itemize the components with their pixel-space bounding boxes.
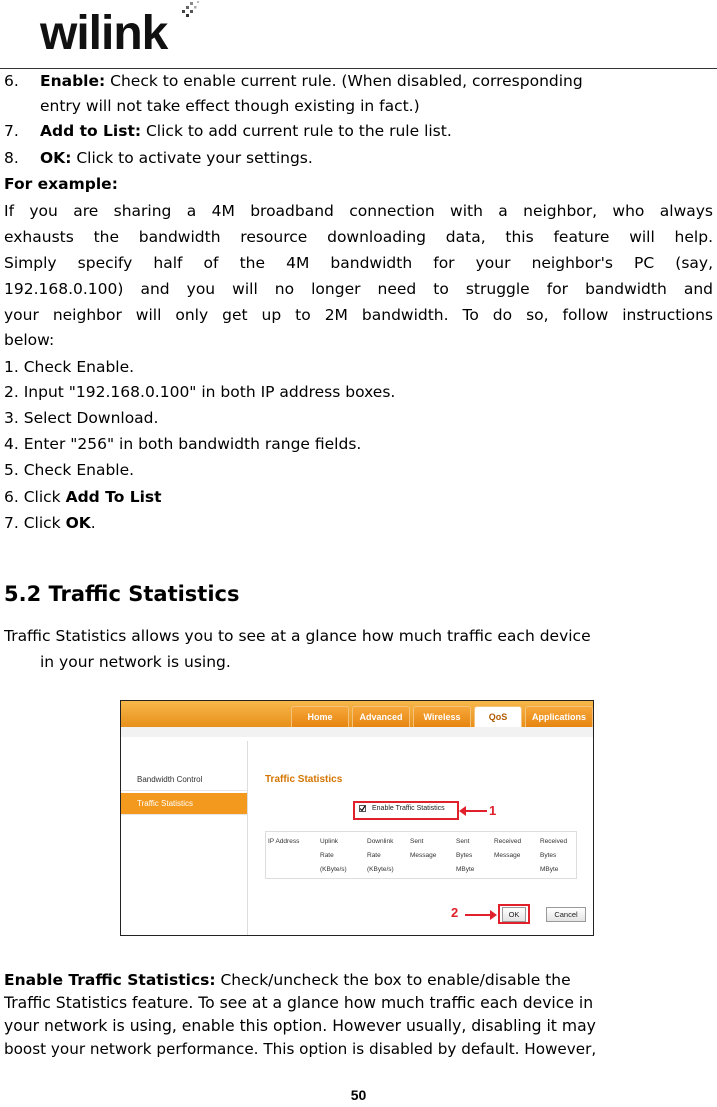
section-intro-continued: in your network is using. [40,653,231,671]
panel-title: Traffic Statistics [265,774,343,785]
tab-advanced[interactable]: Advanced [352,706,410,727]
column-header: Uplink Rate (KByte/s) [320,838,347,873]
router-nav-bar [121,701,593,727]
column-header: Downlink Rate (KByte/s) [367,838,394,873]
example-paragraph-line: your neighbor will only get up to 2M bandwidth. To do so, follow instructions [4,306,713,324]
instruction-item: 5. Check Enable. [4,461,135,479]
example-paragraph-line: If you are sharing a 4M broadband connection with a neighbor, who always [4,202,713,220]
description-line: your network is using, enable this option. However usually, disabling it may [4,1017,596,1035]
logo-signal-dots-icon [172,0,202,30]
sidebar-item-traffic-statistics[interactable]: Traffic Statistics [121,793,247,815]
step-text: Check to enable current rule. (When disabled, corresponding [105,72,583,90]
page-number: 50 [350,1087,367,1103]
step-ok [40,148,313,168]
step-add-to-list [40,121,452,141]
ok-button[interactable]: OK [502,907,526,922]
wilink-logo [40,2,200,60]
section-intro: Traffic Statistics allows you to see at a glance how much traffic each device [4,627,591,645]
tab-home[interactable]: Home [291,706,349,727]
column-header: Received Bytes MByte [540,838,568,873]
marker-arrow-2 [465,914,491,916]
step-number: 8. [4,149,19,167]
description-first-line: Enable Traffic Statistics: Check/uncheck the box to enable/disable the [4,971,571,989]
column-header: IP Address [268,838,300,845]
column-header: Sent Message [410,838,437,859]
example-paragraph-line: exhausts the bandwidth resource downloading data, this feature will help. [4,228,713,246]
instruction-item: 4. Enter "256" in both bandwidth range fields. [4,435,362,453]
step-number: 7. [4,122,19,140]
instruction-item: 1. Check Enable. [4,358,135,376]
instruction-item: 6. Click Add To List [4,488,162,506]
router-main-panel [249,741,593,935]
marker-number-1: 1 [489,803,497,818]
arrow-head-icon [459,806,466,816]
example-paragraph-line: below: [4,331,55,349]
check-icon [359,805,366,812]
instruction-item: 3. Select Download. [4,409,159,427]
step-enable [40,71,583,91]
column-header: Received Message [494,838,522,859]
sub-bar [121,727,593,737]
header-divider [0,68,717,69]
description-line: boost your network performance. This option is disabled by default. However, [4,1040,597,1058]
logo-text: wilink [40,7,168,60]
enable-traffic-statistics-checkbox[interactable] [359,805,366,812]
example-paragraph-line: Simply specify half of the 4M bandwidth for your neighbor's PC (say, [4,254,713,272]
traffic-statistics-screenshot [120,700,594,936]
column-header: Sent Bytes MByte [456,838,475,873]
step-number: 6. [4,72,19,90]
description-line: Traffic Statistics feature. To see at a glance how much traffic each device in [4,994,594,1012]
tab-qos[interactable]: QoS [474,706,522,727]
sidebar-item-bandwidth-control[interactable]: Bandwidth Control [121,769,247,791]
example-heading: For example: [4,175,118,193]
tab-wireless[interactable]: Wireless [413,706,471,727]
example-paragraph-line: 192.168.0.100) and you will no longer need to struggle for bandwidth and [4,280,713,298]
step-text: Click to activate your settings. [71,149,313,167]
section-title: 5.2 Traffic Statistics [4,582,240,606]
step-label: OK: [40,149,72,167]
marker-number-2: 2 [451,905,459,920]
router-sidebar [121,741,248,935]
checkbox-label: Enable Traffic Statistics [372,805,445,812]
step-label: Enable: [40,72,106,90]
step-label: Add to List: [40,122,142,140]
description-label: Enable Traffic Statistics: [4,971,216,989]
marker-arrow-1 [463,810,487,812]
tab-applications[interactable]: Applications [525,706,593,727]
cancel-button[interactable]: Cancel [546,907,586,922]
step-text: Click to add current rule to the rule list. [141,122,452,140]
instruction-item: 7. Click OK. [4,514,96,532]
traffic-table [265,831,577,879]
step-text-continued: entry will not take effect though existing in fact.) [40,97,420,115]
instruction-item: 2. Input "192.168.0.100" in both IP address boxes. [4,383,396,401]
arrow-head-icon [490,910,497,920]
